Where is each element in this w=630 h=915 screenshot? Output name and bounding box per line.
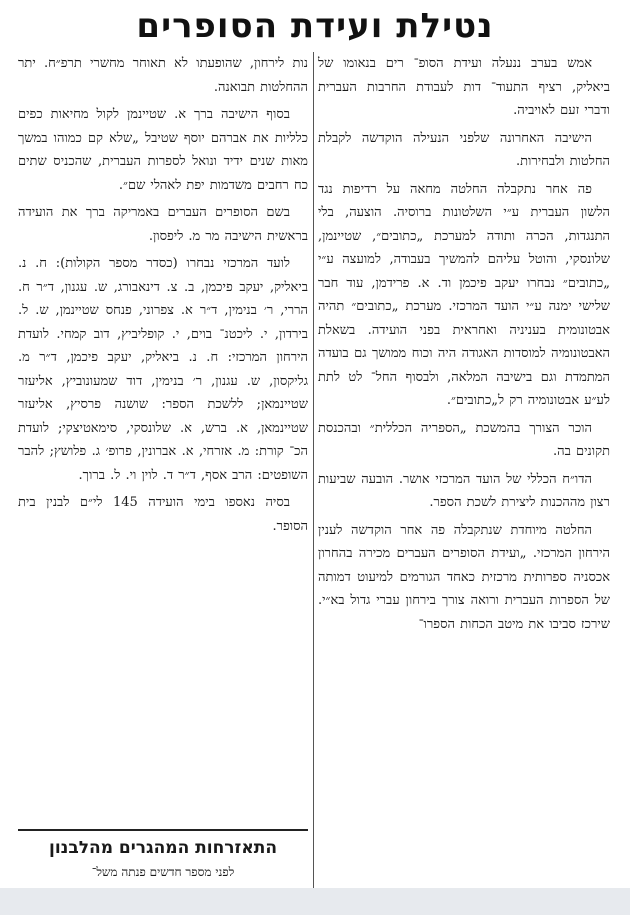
paragraph: פה אחר נתקבלה החלטה מחאה על רדיפות נגד הלשון העברית ע״י השלטונות ברוסיה. הוצעה, בלי התנגדות, הכרה ותודה למערכת „כתובים״, שטיינמן, שלונסקי, והוטל עליהם להמשיך בעבודה, למועצה ע״י „כתובים״ נבחרו יעקב פיכמן וד. א. פרידמן, עוד חבר שלישי ימנה ע״י הועד המרכזי. מערכת „כתובים״ תהיה אבטונומית בעניניה ואחראית בפני הועידה. בשאלת האבטונומיה למוסדות האגודה היה וכוח ממושך גם בועדה המתמדת וגם בישיבה המלאה, ולבסוף החל־ לט לתת לע״ע אבטונומיה רק ל„כתובים״. — [318, 181, 610, 408]
paragraph: הדו״ח הכללי של הועד המרכזי אושר. הובעה שביעות רצון מההכנות ליצירת לשכת הספר. — [318, 471, 610, 510]
paragraph: אמש בערב ננעלה ועידת הסופ־ רים בנאומו של ביאליק, רציף התעוד־ דות לעבודת החרבות העברית ודברי זעם לאויביה. — [318, 56, 610, 118]
paragraph: החלטה מיוחדת שנתקבלה פה אחר הוקדשה לענין הירחון המרכזי. „ועידת הסופרים העברים מכירה בהחרון אכסניה ספרותית מרכזית כאחד הגורמים למיעוט דמותה של הספרות העברית ורואה צורך בירחון עברי גדול בא״י. שירכז סביבו את מיטב הכחות הספרו־ — [318, 522, 610, 632]
paragraph: הוכר הצורך בהמשכת „הספריה הכללית״ ובהכנסת תקונים בה. — [318, 420, 610, 459]
paragraph: לועד המרכזי נבחרו (כסדר מספר הקולות): ח. נ. ביאליק, יעקב פיכמן, ב. צ. דינאבורג, ש. עגנון, ד״ר ח. הררי, ר׳ בנימין, ד״ר א. צפרוני, פנחס שטיינמן, ש. ל. בירדון, י. ליכטנ־ בוים, י. קופליביץ, דוב קמחי. לועדת הירחון המרכזי: ח. נ. ביאליק, יעקב פיכמן, ד״ר מ. גליקסון, ש. עגנון, ר׳ בנימין, דוד שמעונוביץ, אליעזר שטיינמאן; ללשכת הספר: שושנה פרסיץ, אליעזר שטיינמאן, א. ברש, א. שלונסקי, סימאטיצקי; לועדת הכ־ קורת: מ. אזרחי, א. אברונין, פרופ׳ ג. פלושץ; להבר השופטים: הרב אסף, ד״ר ד. לוין וי. ל. ברוך. — [18, 256, 308, 483]
right-column — [318, 52, 610, 636]
paragraph: בשם הסופרים העברים באמריקה ברך את הועידה בראשית הישיבה מר מ. ליפסון. — [18, 205, 308, 244]
left-column — [18, 52, 308, 538]
paragraph: נות לירחון, שהופעתו לא תאוחר מחשרי תרפ״ח. יתר ההחלטות תבואנה. — [18, 56, 308, 95]
paragraph: בסיה נאספו בימי הועידה 145 לי״ם לבנין בית הסופר. — [18, 495, 308, 534]
paragraph: הישיבה האחרונה שלפני הנעילה הוקדשה לקבלת החלטות ולבחירות. — [318, 130, 610, 169]
article-headline: נטילת ועידת הסופרים — [136, 6, 494, 46]
paragraph: בסוף הישיבה ברך א. שטיינמן לקול מחיאות כפים כלליות את אברהם יוסף שטיבל „שלא קם כמוהו במשך מאות שנים ידיד ונואל לספרות העברית, שהכניס שתים כח רחבים משדמות יפת לאהלי שם״. — [18, 107, 308, 193]
sub-article-headline: התאזרחות המהגרים מהלבנון — [48, 838, 277, 858]
column-divider — [313, 52, 314, 888]
section-divider — [18, 829, 308, 831]
sub-article-first-line: לפני מספר חדשים פנתה משל־ — [91, 865, 235, 879]
